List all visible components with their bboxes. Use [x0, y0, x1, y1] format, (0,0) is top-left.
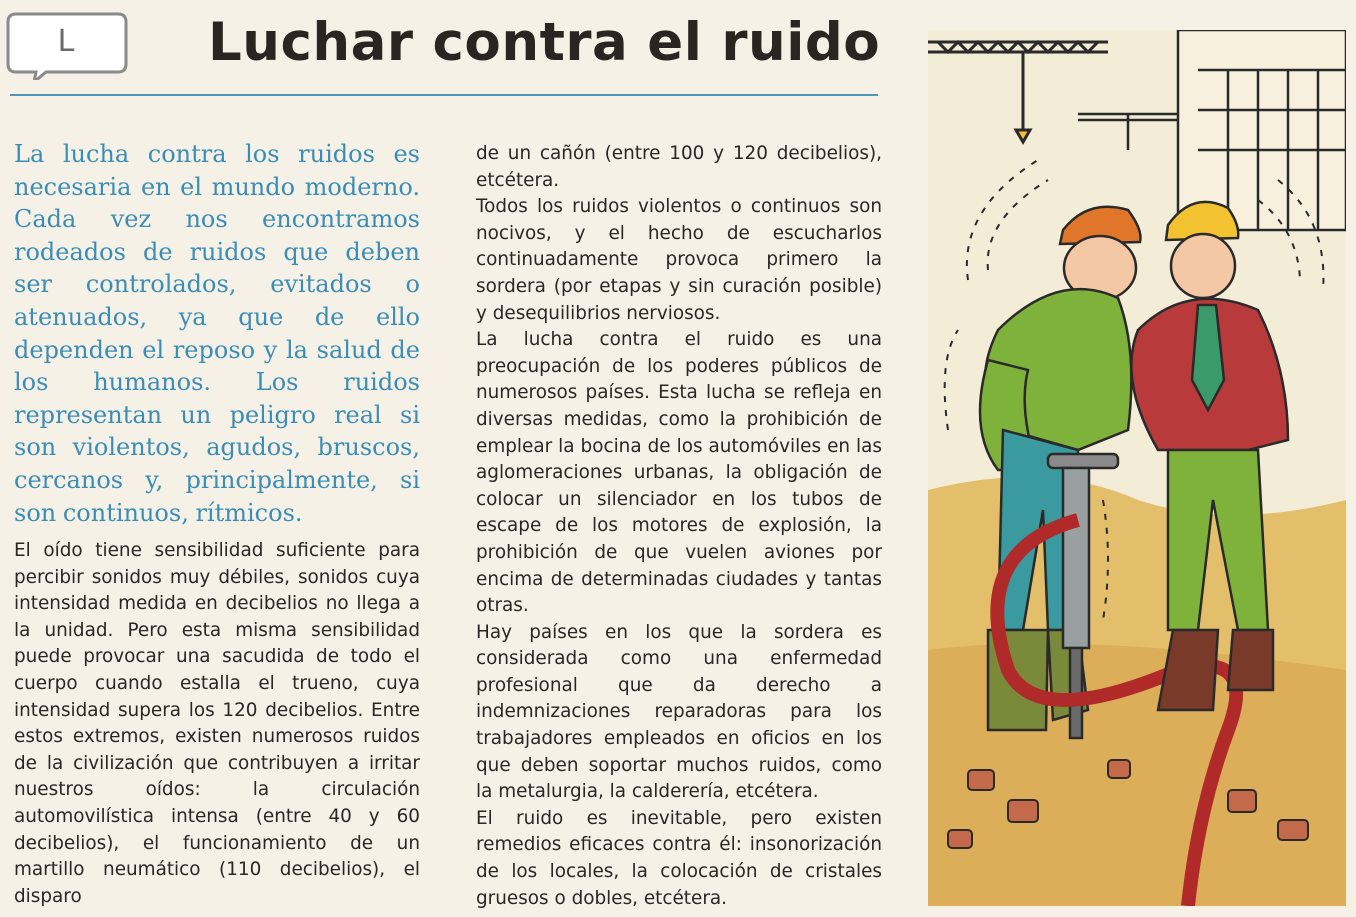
- body-paragraph: Hay países en los que la sordera es considerada como una enfermedad profesional que da derecho a indemnizaciones reparadoras para los trabajadores empleados en oficios en los que deben soportar muchos ruidos, como la metalurgia, la calderería, etcétera.: [476, 621, 882, 803]
- construction-workers-illustration: [928, 30, 1346, 906]
- body-column-left: [14, 538, 420, 910]
- page-title: Luchar contra el ruido: [208, 12, 881, 73]
- title-divider: [10, 94, 878, 96]
- body-paragraph: Todos los ruidos violentos o continuos son nocivos, y el hecho de escucharlos continuadamente provoca primero la sordera (por etapas y sin curación posible) y desequilibrios nerviosos.: [476, 196, 882, 324]
- building-icon: [1178, 30, 1346, 230]
- body-paragraph: de un cañón (entre 100 y 120 decibelios), etcétera.: [476, 143, 882, 191]
- section-letter: L: [57, 24, 75, 59]
- illustration-workers-noise: [928, 30, 1346, 906]
- body-column-right: [476, 141, 882, 912]
- section-badge: [6, 10, 126, 74]
- body-paragraph: La lucha contra el ruido es una preocupación de los poderes públicos de numerosos países. Esta lucha se refleja en diversas medidas, como la prohibición de emplear la bocina de los automóviles en las aglomeraciones urbanas, la obligación de colocar un silenciador en los tubos de escape de los motores de explosión, la prohibición de que vuelen aviones por encima de determinadas ciudades y tantas otras.: [476, 329, 882, 617]
- body-paragraph: El oído tiene sensibilidad suficiente para percibir sonidos muy débiles, sonidos cuya intensidad medida en decibelios no llega a la unidad. Pero esta misma sensibilidad puede provocar una sacudida de todo el cuerpo cuando estalla el trueno, cuya intensidad supera los 120 decibelios. Entre estos extremos, existen numerosos ruidos de la civilización que contribuyen a irritar nuestros oídos: la circulación automovilística intensa (entre 40 y 60 decibelios), el funcionamiento de un martillo neumático (110 decibelios), el disparo: [14, 540, 420, 907]
- body-paragraph: El ruido es inevitable, pero existen remedios eficaces contra él: insonorización de los locales, la colocación de cristales gruesos o dobles, etcétera.: [476, 807, 882, 909]
- intro-paragraph: La lucha contra los ruidos es necesaria en el mundo moderno. Cada vez nos encontramos rodeados de ruidos que deben ser controlados, evitados o atenuados, ya que de ello dependen el reposo y la salud de los humanos. Los ruidos representan un peligro real si son violentos, agudos, bruscos, cercanos y, principalmente, si son continuos, rítmicos.: [14, 140, 420, 527]
